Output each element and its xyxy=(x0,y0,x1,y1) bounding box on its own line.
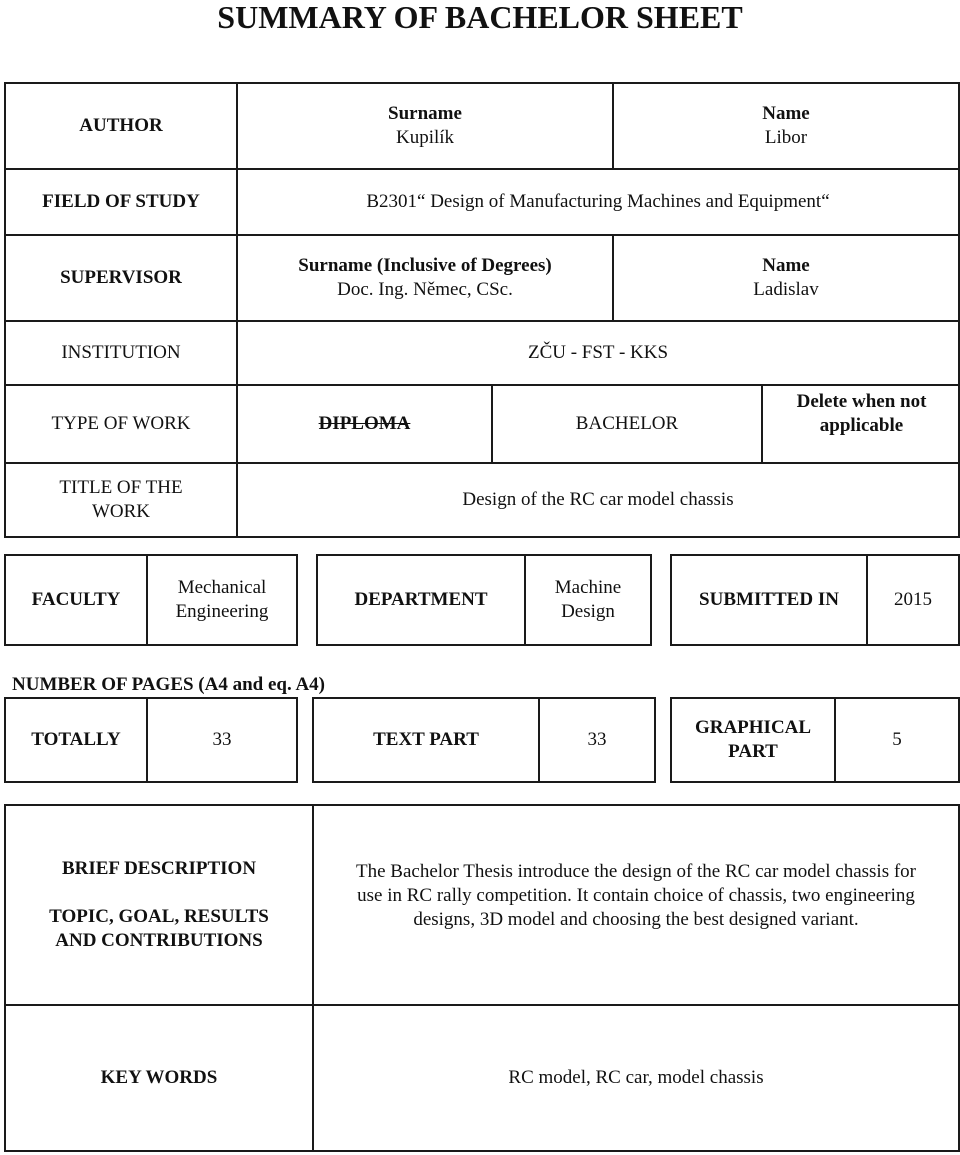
faculty-value xyxy=(147,555,297,645)
author-name-value: Libor xyxy=(764,127,808,148)
title-of-work-row xyxy=(5,463,959,537)
faculty-table xyxy=(4,554,960,646)
department-value-line1: Machine xyxy=(554,577,622,598)
keywords-label: KEY WORDS xyxy=(5,1005,313,1151)
description-text-line2: use in RC rally competition. It contain choice of chassis, two engineering xyxy=(357,885,915,906)
faculty-value-line2: Engineering xyxy=(175,601,269,622)
author-name-cell xyxy=(613,83,959,169)
description-text xyxy=(313,805,959,1005)
supervisor-label: SUPERVISOR xyxy=(5,235,237,321)
keywords-row xyxy=(5,1005,959,1151)
pages-table xyxy=(4,697,960,783)
description-text-line1: The Bachelor Thesis introduce the design of the RC car model chassis for xyxy=(356,861,916,882)
description-label-line1: BRIEF DESCRIPTION xyxy=(61,858,257,879)
department-value xyxy=(525,555,651,645)
spacer-cell xyxy=(297,698,313,782)
institution-label: INSTITUTION xyxy=(5,321,237,385)
description-table xyxy=(4,804,960,1152)
description-text-line3: designs, 3D model and choosing the best designed variant. xyxy=(413,909,859,930)
delete-note-line2: applicable xyxy=(819,415,904,436)
delete-note-line1: Delete when not xyxy=(796,391,927,412)
type-of-work-options xyxy=(237,385,959,463)
graphical-part-label-line2: PART xyxy=(728,741,778,762)
field-of-study-label: FIELD OF STUDY xyxy=(5,169,237,235)
type-of-work-label: TYPE OF WORK xyxy=(5,385,237,463)
author-label: AUTHOR xyxy=(5,83,237,169)
page-title: SUMMARY OF BACHELOR SHEET xyxy=(217,0,743,35)
title-of-work-label xyxy=(5,463,237,537)
pages-row xyxy=(5,698,959,782)
faculty-value-line1: Mechanical xyxy=(177,577,267,598)
title-of-work-label-line1: TITLE OF THE xyxy=(59,477,183,498)
totally-value: 33 xyxy=(147,698,297,782)
description-row xyxy=(5,805,959,1005)
title-of-work-value: Design of the RC car model chassis xyxy=(237,463,959,537)
option-bachelor: BACHELOR xyxy=(492,386,762,462)
option-diploma: DIPLOMA xyxy=(238,386,492,462)
institution-value: ZČU - FST - KKS xyxy=(237,321,959,385)
author-row xyxy=(5,83,959,169)
supervisor-surname-label: Surname (Inclusive of Degrees) xyxy=(298,255,552,276)
department-label: DEPARTMENT xyxy=(317,555,525,645)
info-table xyxy=(4,82,960,538)
description-label xyxy=(5,805,313,1005)
text-part-label: TEXT PART xyxy=(313,698,539,782)
faculty-row xyxy=(5,555,959,645)
department-value-line2: Design xyxy=(561,601,615,622)
field-of-study-value: B2301“ Design of Manufacturing Machines and Equipment“ xyxy=(237,169,959,235)
type-of-work-row xyxy=(5,385,959,463)
graphical-part-value: 5 xyxy=(835,698,959,782)
author-surname-cell xyxy=(237,83,613,169)
supervisor-surname-value: Doc. Ing. Němec, CSc. xyxy=(337,279,513,300)
faculty-label: FACULTY xyxy=(5,555,147,645)
supervisor-name-cell xyxy=(613,235,959,321)
submitted-value: 2015 xyxy=(867,555,959,645)
text-part-value: 33 xyxy=(539,698,655,782)
submitted-label: SUBMITTED IN xyxy=(671,555,867,645)
author-surname-label: Surname xyxy=(388,103,462,124)
supervisor-row xyxy=(5,235,959,321)
title-of-work-label-line2: WORK xyxy=(91,501,151,522)
delete-note xyxy=(762,386,960,462)
graphical-part-label xyxy=(671,698,835,782)
totally-label: TOTALLY xyxy=(5,698,147,782)
field-of-study-row xyxy=(5,169,959,235)
author-name-label: Name xyxy=(762,103,810,124)
keywords-value: RC model, RC car, model chassis xyxy=(313,1005,959,1151)
supervisor-name-label: Name xyxy=(762,255,810,276)
description-label-line2: TOPIC, GOAL, RESULTS xyxy=(49,906,269,927)
institution-row xyxy=(5,321,959,385)
spacer-cell xyxy=(297,555,317,645)
spacer-cell xyxy=(651,555,671,645)
author-surname-value: Kupilík xyxy=(395,127,455,148)
graphical-part-label-line1: GRAPHICAL xyxy=(694,717,812,738)
pages-heading: NUMBER OF PAGES (A4 and eq. A4) xyxy=(12,674,325,695)
supervisor-surname-cell xyxy=(237,235,613,321)
description-label-line3: AND CONTRIBUTIONS xyxy=(55,930,263,951)
spacer-cell xyxy=(655,698,671,782)
supervisor-name-value: Ladislav xyxy=(753,279,819,300)
